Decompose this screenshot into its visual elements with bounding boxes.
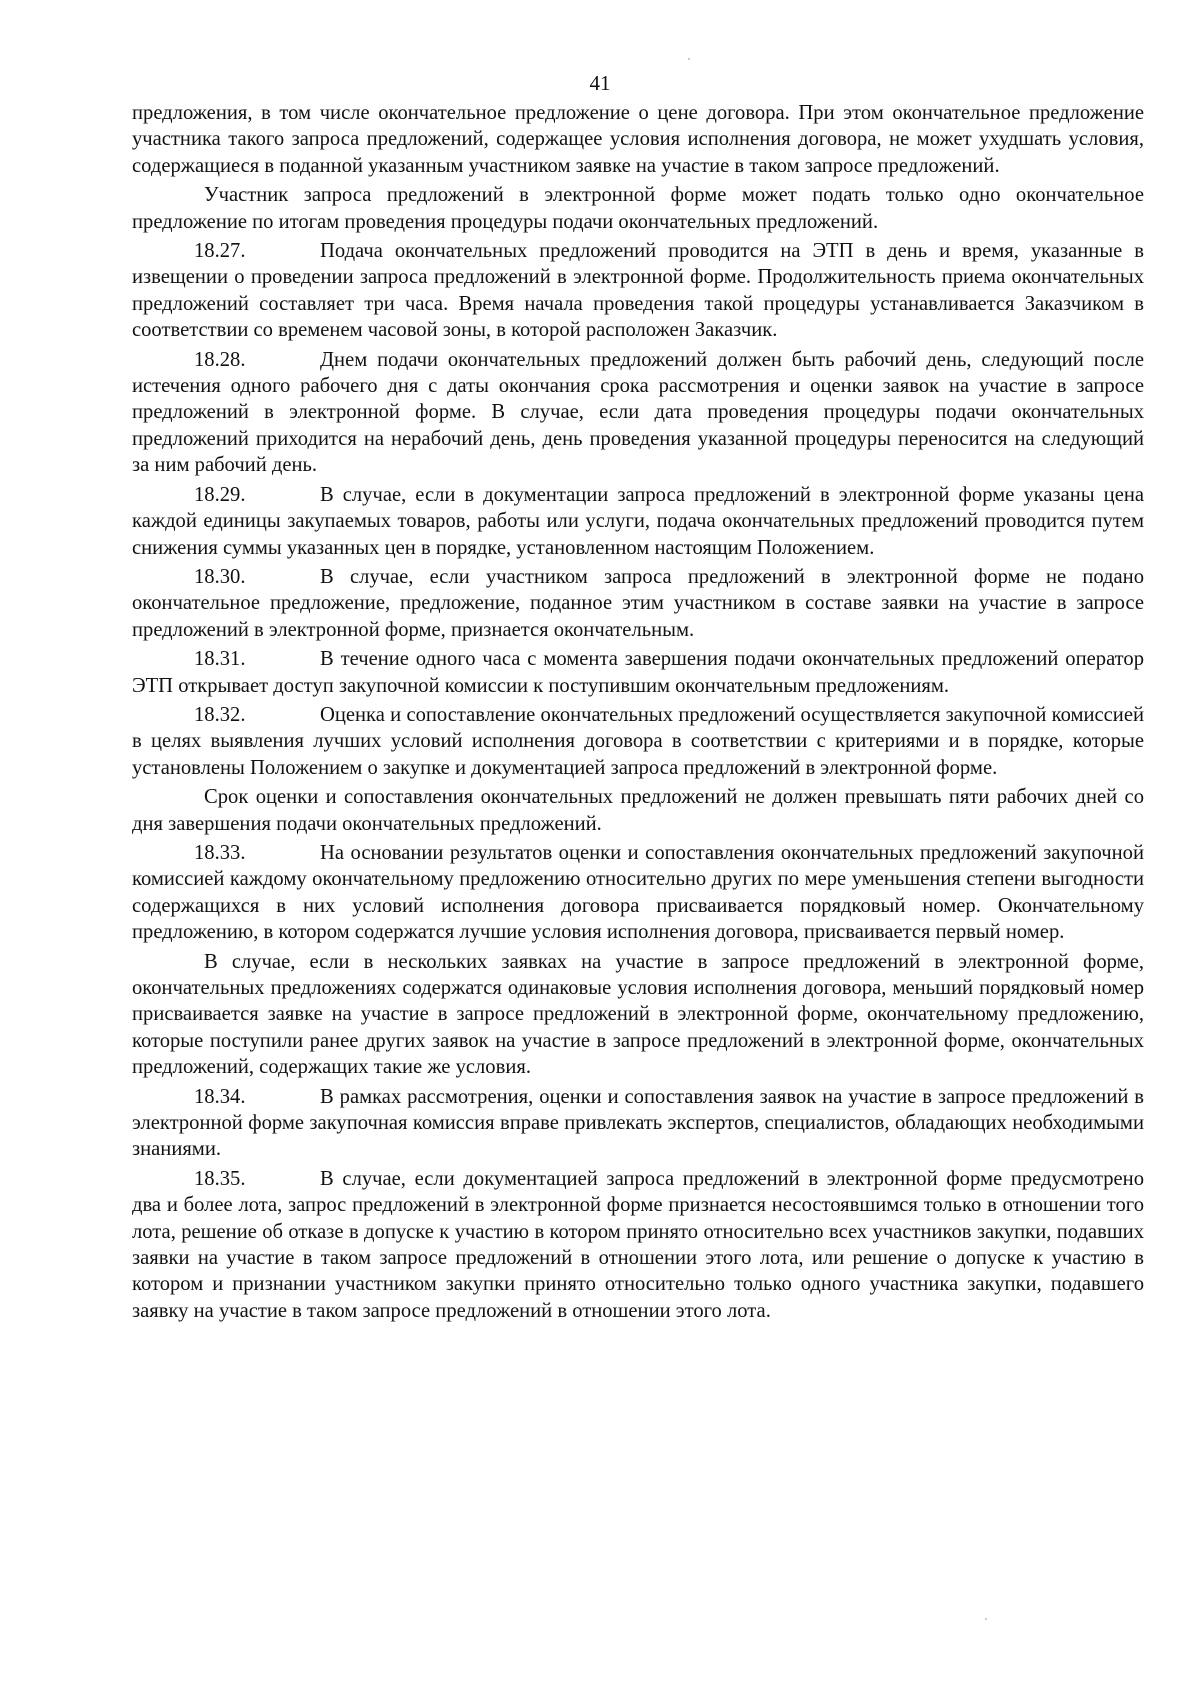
clause-18-29: [132, 482, 1144, 561]
clause-text: В случае, если в документации запроса предложений в электронной форме указаны цена каждой единицы закупаемых товаров, работы или услуги, подача окончательных предложений проводится путем снижения суммы указанных цен в порядке, установленном настоящим Положением.: [132, 483, 1144, 559]
clause-number: 18.28.: [194, 348, 246, 371]
paragraph-equal-conditions: В случае, если в нескольких заявках на участие в запросе предложений в электронной форме, окончательных предложениях содержатся одинаковые условия исполнения договора, меньший порядковый номер присваивается заявке на участие в запросе предложений в электронной форме, окончательному предложению, которые поступили ранее других заявок на участие в запросе предложений в электронной форме, окончательных предложений, содержащих такие же условия.: [132, 950, 1144, 1079]
clause-number: 18.33.: [194, 841, 246, 864]
clause-text: В рамках рассмотрения, оценки и сопоставления заявок на участие в запросе предложений в электронной форме закупочная комиссия вправе привлекать экспертов, специалистов, обладающих необходимыми знаниями.: [132, 1085, 1144, 1161]
clause-text: В случае, если документацией запроса предложений в электронной форме предусмотрено два и более лота, запрос предложений в электронной форме признается несостоявшимся только в отношении того лота, решение об отказе в допуске к участию в котором принято относительно всех участников закупки, подавших заявки на участие в таком запросе предложений в отношении этого лота, или решение о допуске к участию в котором и признании участником закупки принято относительно только одного участника закупки, подавшего заявку на участие в таком запросе предложений в отношении этого лота.: [132, 1167, 1144, 1322]
clause-number: 18.32.: [194, 703, 246, 726]
clause-text: Днем подачи окончательных предложений должен быть рабочий день, следующий после истечения одного рабочего дня с даты окончания срока рассмотрения и оценки заявок на участие в запросе предложений в электронной форме. В случае, если дата проведения процедуры подачи окончательных предложений приходится на нерабочий день, день проведения указанной процедуры переносится на следующий за ним рабочий день.: [132, 348, 1144, 477]
scan-speck: [985, 1618, 987, 1620]
clause-18-35: [132, 1166, 1144, 1324]
paragraph-final-offer-limit: Участник запроса предложений в электронной форме может подать только одно окончательное предложение по итогам проведения процедуры подачи окончательных предложений.: [132, 184, 1144, 233]
scan-speck: [688, 58, 690, 60]
clause-text: В течение одного часа с момента завершения подачи окончательных предложений оператор ЭТП открывает доступ закупочной комиссии к поступившим окончательным предложениям.: [132, 648, 1144, 697]
clause-number: 18.31.: [194, 648, 246, 671]
clause-number: 18.27.: [194, 240, 246, 263]
paragraph-continuation: предложения, в том числе окончательное предложение о цене договора. При этом окончательное предложение участника такого запроса предложений, содержащее условия исполнения договора, не может ухудшать условия, содержащиеся в поданной указанным участником заявке на участие в таком запросе предложений.: [132, 102, 1144, 177]
clause-18-28: [132, 347, 1144, 479]
clause-18-33: [132, 840, 1144, 946]
clause-18-27: [132, 238, 1144, 344]
clause-number: 18.34.: [194, 1085, 246, 1108]
clause-18-34: [132, 1084, 1144, 1163]
clause-18-30: [132, 564, 1144, 643]
clause-text: В случае, если участником запроса предложений в электронной форме не подано окончательное предложение, предложение, поданное этим участником в составе заявки на участие в запросе предложений в электронной форме, признается окончательным.: [132, 565, 1144, 641]
document-body: [132, 100, 1144, 1327]
clause-text: Оценка и сопоставление окончательных предложений осуществляется закупочной комиссией в целях выявления лучших условий исполнения договора в соответствии с критериями и в порядке, которые установлены Положением о закупке и документацией запроса предложений в электронной форме.: [132, 703, 1144, 779]
paragraph-evaluation-term: Срок оценки и сопоставления окончательных предложений не должен превышать пяти рабочих дней со дня завершения подачи окончательных предложений.: [132, 786, 1144, 835]
clause-18-32: [132, 702, 1144, 781]
page-number: 41: [589, 71, 611, 95]
clause-number: 18.35.: [194, 1167, 246, 1190]
clause-number: 18.30.: [194, 565, 246, 588]
clause-text: Подача окончательных предложений проводится на ЭТП в день и время, указанные в извещении о проведении запроса предложений в электронной форме. Продолжительность приема окончательных предложений составляет три часа. Время начала проведения такой процедуры устанавливается Заказчиком в соответствии со временем часовой зоны, в которой расположен Заказчик.: [132, 240, 1144, 342]
clause-18-31: [132, 646, 1144, 699]
clause-text: На основании результатов оценки и сопоставления окончательных предложений закупочной комиссией каждому окончательному предложению относительно других по мере уменьшения степени выгодности содержащихся в них условий исполнения договора присваивается порядковый номер. Окончательному предложению, в котором содержатся лучшие условия исполнения договора, присваивается первый номер.: [132, 841, 1144, 944]
clause-number: 18.29.: [194, 483, 246, 506]
